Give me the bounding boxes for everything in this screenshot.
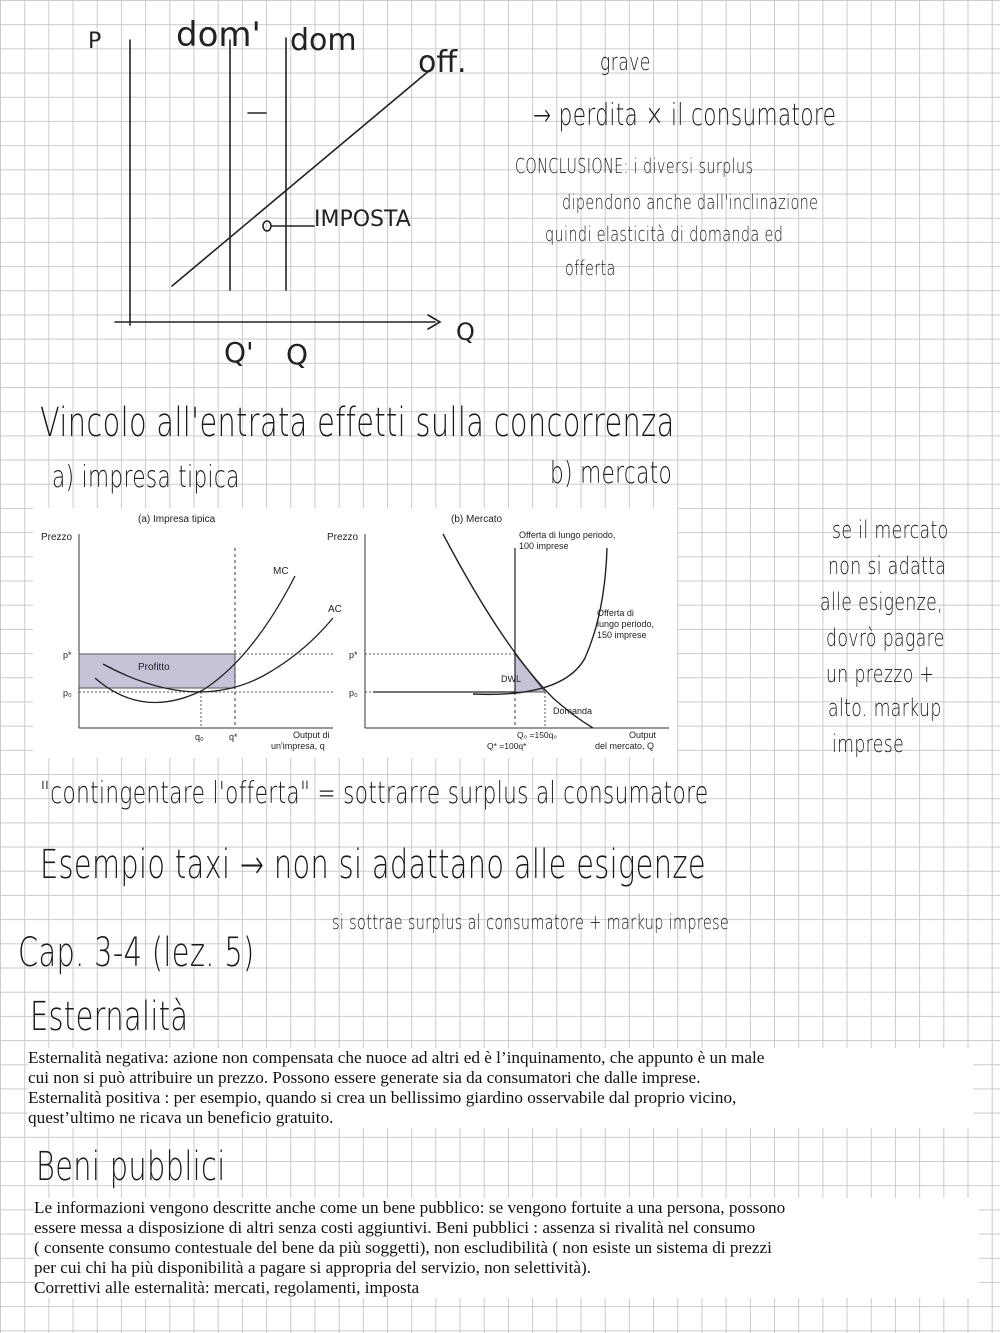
side-note-line: alle esigenze, xyxy=(820,588,943,616)
note-grave: grave xyxy=(600,48,651,76)
side-note-line: non si adatta xyxy=(828,552,947,580)
market-figure xyxy=(33,508,677,758)
panel-b-xlabel: Output xyxy=(629,730,657,740)
panel-b-q0-label: Q₀ =150q₀ xyxy=(517,730,557,740)
panel-b-dwl-label: DWL xyxy=(501,674,521,684)
sketch-label-q2: Q xyxy=(286,338,309,371)
beni-line: Le informazioni vengono descritte anche come un bene pubblico: se vengono fortuite a una persona, possono xyxy=(34,1198,786,1217)
sketch-supply-line xyxy=(172,70,430,286)
chapter-label: Cap. 3-4 (lez. 5) xyxy=(18,930,255,976)
esternalita-line: cui non si può attribuire un prezzo. Possono essere generate sia da consumatori che dalle imprese. xyxy=(28,1068,701,1087)
sketch-label-off: off. xyxy=(418,45,467,80)
side-note-line: se il mercato xyxy=(832,516,949,544)
sketch-label-p: P xyxy=(88,29,102,54)
panel-a-xlabel: Output di xyxy=(293,730,330,740)
note-conclusione-line: offerta xyxy=(565,256,616,280)
side-note-line: alto. markup xyxy=(828,694,942,722)
panel-a-p0-label: p₀ xyxy=(63,688,72,698)
panel-b-pstar-label: p* xyxy=(349,650,358,660)
panel-a-pstar-label: p* xyxy=(63,650,72,660)
panel-b-qstar-label: Q* =100q* xyxy=(487,741,527,751)
panel-b-supply150-label: Offerta di xyxy=(597,608,634,618)
subheading-a: a) impresa tipica xyxy=(52,460,240,495)
heading-vincolo: Vincolo all'entrata effetti sulla concorrenza xyxy=(40,400,675,446)
sketch-label-dom1: dom' xyxy=(176,15,261,55)
panel-b-p0-label: p₀ xyxy=(349,688,358,698)
esternalita-line: Esternalità negativa: azione non compensata che nuoce ad altri ed è l’inquinamento, che appunto è un male xyxy=(28,1048,765,1067)
side-note-line: dovrò pagare xyxy=(826,624,945,652)
panel-a-ylabel: Prezzo xyxy=(41,532,73,543)
sketch-label-dom2: dom xyxy=(290,23,357,58)
beni-line: ( consente consumo contestuale del bene da più soggetti), non escludibilità ( non esiste un sistema di prezzi xyxy=(34,1238,772,1257)
beni-paragraph xyxy=(34,1198,979,1298)
panel-a xyxy=(41,514,342,751)
sketch-label-q: Q xyxy=(456,318,475,346)
sketch-label-imposta: IMPOSTA xyxy=(314,207,411,232)
panel-b-supply100-label: Offerta di lungo periodo, xyxy=(519,530,616,540)
esternalita-line: Esternalità positiva : per esempio, quando si crea un bellissimo giardino osservabile dal proprio vicino, xyxy=(28,1088,737,1107)
tax-sketch-diagram xyxy=(88,0,520,380)
panel-a-xlabel: un'impresa, q xyxy=(271,741,325,751)
panel-b-demand-curve xyxy=(443,534,593,728)
panel-b-domanda-label: Domanda xyxy=(553,706,593,716)
panel-b-ylabel: Prezzo xyxy=(327,532,359,543)
panel-b-xlabel: del mercato, Q xyxy=(595,741,655,751)
beni-line: per cui chi ha più disponibilità a pagare si appropria del servizio, non selettività). xyxy=(34,1258,591,1277)
note-taxi: Esempio taxi → non si adattano alle esigenze xyxy=(40,842,706,888)
panel-b-supply100-curve xyxy=(373,548,515,692)
side-note-line: un prezzo + xyxy=(826,660,935,688)
panel-b-supply150-label: 150 imprese xyxy=(597,630,647,640)
note-taxi-sub: si sottrae surplus al consumatore + markup imprese xyxy=(332,910,730,934)
heading-esternalita: Esternalità xyxy=(30,994,189,1040)
esternalita-line: quest’ultimo ne ricava un beneficio gratuito. xyxy=(28,1108,334,1127)
note-conclusione-line: quindi elasticità di domanda ed xyxy=(545,222,784,246)
esternalita-paragraph xyxy=(28,1048,973,1128)
heading-beni-pubblici: Beni pubblici xyxy=(36,1144,226,1190)
beni-line: Correttivi alle esternalità: mercati, regolamenti, imposta xyxy=(34,1278,420,1297)
panel-b xyxy=(327,514,669,751)
panel-a-qstar-label: q* xyxy=(229,732,238,742)
panel-a-ac-label: AC xyxy=(328,604,342,615)
sketch-imposta-mark xyxy=(263,221,271,231)
subheading-b: b) mercato xyxy=(550,456,673,491)
panel-b-supply100-label: 100 imprese xyxy=(519,541,569,551)
note-conclusione-line: dipendono anche dall'inclinazione xyxy=(562,190,819,214)
panel-a-title: (a) Impresa tipica xyxy=(138,514,216,525)
beni-line: essere messa a disposizione di altri senza costi aggiuntivi. Beni pubblici : assenza si rivalità nel consumo xyxy=(34,1218,756,1237)
panel-b-title: (b) Mercato xyxy=(451,514,503,525)
note-contingentare: "contingentare l'offerta" = sottrarre surplus al consumatore xyxy=(40,776,709,811)
sketch-label-q1: Q' xyxy=(224,336,254,369)
side-note-line: imprese xyxy=(832,730,905,758)
note-conclusione-line: CONCLUSIONE: i diversi surplus xyxy=(515,154,754,178)
panel-a-mc-label: MC xyxy=(273,566,289,577)
panel-a-q0-label: q₀ xyxy=(195,732,204,742)
panel-a-profitto-label: Profitto xyxy=(138,662,170,673)
panel-b-supply150-label: lungo periodo, xyxy=(597,619,655,629)
note-perdita: → perdita × il consumatore xyxy=(533,98,837,133)
